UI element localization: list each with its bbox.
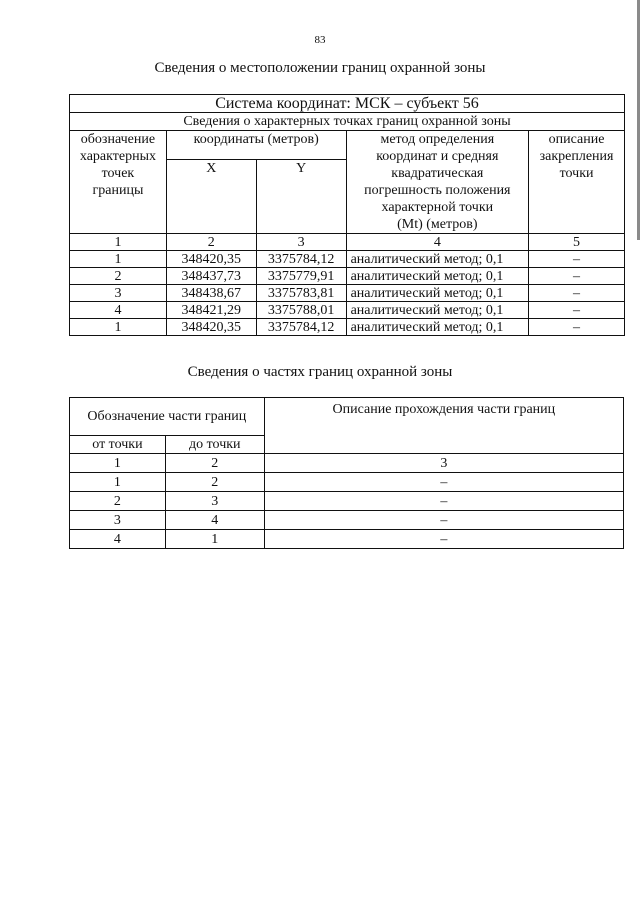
- column-number: 4: [346, 234, 529, 251]
- y-cell: 3375784,12: [256, 251, 346, 268]
- header-line: метод определения: [380, 132, 495, 147]
- x-cell: 348420,35: [166, 251, 256, 268]
- header-line: точек: [101, 166, 135, 181]
- header-description: [529, 131, 625, 234]
- header-line: описание: [548, 132, 605, 147]
- heading-boundary-location: Сведения о местоположении границ охранной зоны: [154, 60, 486, 76]
- to-cell: 2: [165, 473, 264, 492]
- table-row: [70, 285, 625, 302]
- header-part: Обозначение части границ: [70, 398, 265, 436]
- x-cell: 348437,73: [166, 268, 256, 285]
- y-cell: 3375779,91: [256, 268, 346, 285]
- desc-cell: –: [529, 268, 625, 285]
- table-row: [70, 302, 625, 319]
- header-method: [346, 131, 529, 234]
- table-row: [70, 511, 624, 530]
- method-cell: аналитический метод; 0,1: [346, 319, 529, 336]
- from-cell: 3: [70, 511, 166, 530]
- method-cell: аналитический метод; 0,1: [346, 285, 529, 302]
- table-header-row: [70, 131, 625, 160]
- y-cell: 3375784,12: [256, 319, 346, 336]
- x-cell: 348438,67: [166, 285, 256, 302]
- column-number: 2: [165, 454, 264, 473]
- column-number: 1: [70, 454, 166, 473]
- desc-cell: –: [529, 251, 625, 268]
- page-number: 83: [314, 34, 326, 46]
- desc-cell: –: [264, 473, 623, 492]
- header-line: характерных: [79, 149, 156, 164]
- header-line: координат и средняя: [376, 149, 499, 164]
- table-boundary-parts: [69, 397, 624, 549]
- to-cell: 3: [165, 492, 264, 511]
- table-row: [70, 473, 624, 492]
- header-line: квадратическая: [391, 166, 484, 181]
- header-from: от точки: [70, 436, 166, 454]
- from-cell: 4: [70, 530, 166, 549]
- table-row-points-title: [70, 113, 625, 131]
- method-cell: аналитический метод; 0,1: [346, 268, 529, 285]
- point-cell: 1: [70, 251, 167, 268]
- desc-cell: –: [529, 302, 625, 319]
- method-cell: аналитический метод; 0,1: [346, 251, 529, 268]
- desc-cell: –: [529, 319, 625, 336]
- header-designation: [70, 131, 167, 234]
- column-number: 1: [70, 234, 167, 251]
- header-line: границы: [92, 183, 144, 198]
- header-line: закрепления: [539, 149, 614, 164]
- table-row: [70, 319, 625, 336]
- table-header-row: [70, 398, 624, 436]
- point-cell: 2: [70, 268, 167, 285]
- header-line: (Mt) (метров): [397, 217, 478, 232]
- table-boundary-points: [69, 94, 625, 336]
- to-cell: 1: [165, 530, 264, 549]
- heading-boundary-parts: Сведения о частях границ охранной зоны: [187, 364, 453, 380]
- from-cell: 2: [70, 492, 166, 511]
- desc-cell: –: [264, 530, 623, 549]
- header-line: обозначение: [80, 132, 156, 147]
- from-cell: 1: [70, 473, 166, 492]
- desc-cell: –: [264, 511, 623, 530]
- coord-system-cell: Система координат: МСК – субъект 56: [70, 95, 625, 113]
- header-line: точки: [559, 166, 594, 181]
- method-cell: аналитический метод; 0,1: [346, 302, 529, 319]
- column-number: 5: [529, 234, 625, 251]
- header-description: Описание прохождения части границ: [264, 398, 623, 454]
- to-cell: 4: [165, 511, 264, 530]
- header-x: X: [166, 159, 256, 233]
- desc-cell: –: [529, 285, 625, 302]
- header-to: до точки: [165, 436, 264, 454]
- x-cell: 348421,29: [166, 302, 256, 319]
- point-cell: 1: [70, 319, 167, 336]
- x-cell: 348420,35: [166, 319, 256, 336]
- column-number: 3: [264, 454, 623, 473]
- header-line: погрешность положения: [364, 183, 511, 198]
- point-cell: 3: [70, 285, 167, 302]
- header-line: характерной точки: [381, 200, 494, 215]
- table-row: [70, 492, 624, 511]
- desc-cell: –: [264, 492, 623, 511]
- table-row-column-numbers: [70, 234, 625, 251]
- header-y: Y: [256, 159, 346, 233]
- points-title-cell: Сведения о характерных точках границ охранной зоны: [70, 113, 625, 131]
- column-number: 3: [256, 234, 346, 251]
- point-cell: 4: [70, 302, 167, 319]
- table-row: [70, 530, 624, 549]
- table-row: [70, 268, 625, 285]
- table-row-column-numbers: [70, 454, 624, 473]
- y-cell: 3375783,81: [256, 285, 346, 302]
- column-number: 2: [166, 234, 256, 251]
- table-row-coord-system: [70, 95, 625, 113]
- header-coordinates: координаты (метров): [166, 131, 346, 160]
- y-cell: 3375788,01: [256, 302, 346, 319]
- table-row: [70, 251, 625, 268]
